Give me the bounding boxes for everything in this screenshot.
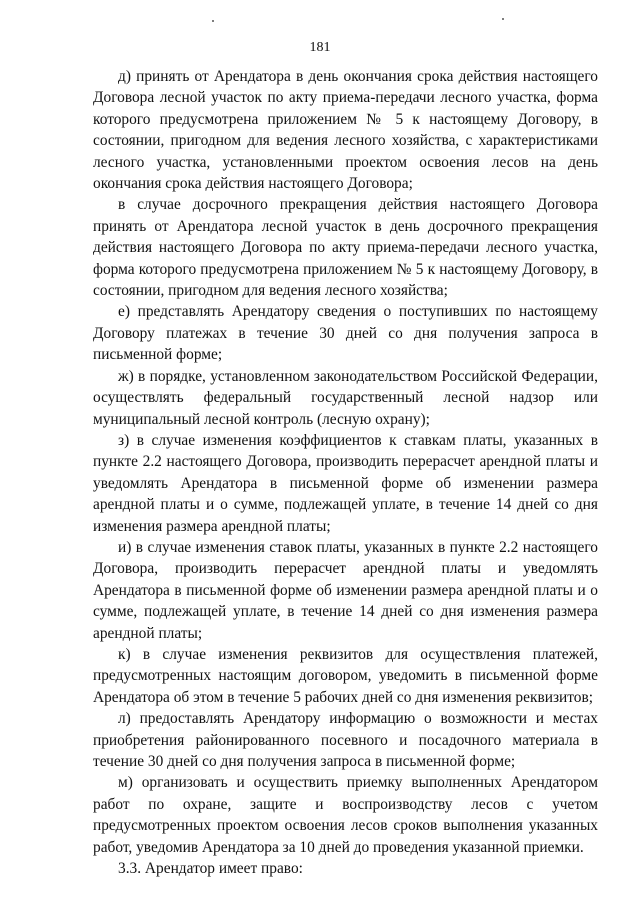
section-heading-3-3: 3.3. Арендатор имеет право: (118, 860, 303, 878)
paragraph-early-termination: в случае досрочного прекращения действия настоящего Договора принять от Арендатора лесной участок в день досрочного прекращения действия настоящего Договора по акту приема-передачи лесного участка, форма которого предусмотрена приложением № 5 к настоящему Договору, в состоянии, пригодном для ведения лесного хозяйства; (93, 196, 598, 300)
paragraph-z: з) в случае изменения коэффициентов к ставкам платы, указанных в пункте 2.2 настоящего Договора, производить перерасчет арендной платы и уведомлять Арендатора в письменной форме об изменении размера арендной платы и о сумме, подлежащей уплате, в течение 14 дней со дня изменения размера арендной платы; (93, 431, 598, 535)
paragraph-zh: ж) в порядке, установленном законодательством Российской Федерации, осуществлять федеральный государственный лесной надзор или муниципальный лесной контроль (лесную охрану); (93, 367, 598, 428)
page-number: 181 (309, 40, 331, 55)
paragraph-i: и) в случае изменения ставок платы, указанных в пункте 2.2 настоящего Договора, производить перерасчет арендной платы и уведомлять Арендатора в письменной форме об изменении размера арендной платы и о сумме, подлежащей уплате, в течение 14 дней со дня изменения размера арендной платы; (93, 538, 598, 642)
paragraph-k: к) в случае изменения реквизитов для осуществления платежей, предусмотренных настоящим договором, уведомить в письменной форме Арендатора об этом в течение 5 рабочих дней со дня изменения реквизитов; (93, 645, 598, 706)
paragraph-d: д) принять от Арендатора в день окончания срока действия настоящего Договора лесной участок по акту приема-передачи лесного участка, форма которого предусмотрена приложением № 5 к настоящему Договору, в состоянии, пригодном для ведения лесного хозяйства, с характеристиками лесного участка, установленными проектом освоения лесов на день окончания срока действия настоящего Договора; (93, 68, 598, 193)
paragraph-m: м) организовать и осуществить приемку выполненных Арендатором работ по охране, защите и воспроизводству лесов с учетом предусмотренных проектом освоения лесов сроков выполнения указанных работ, уведомив Арендатора за 10 дней до проведения указанной приемки. (93, 774, 598, 856)
scan-speck (212, 20, 214, 22)
paragraph-l: л) предоставлять Арендатору информацию о возможности и местах приобретения районированного посевного и посадочного материала в течение 30 дней со дня получения запроса в письменной форме; (93, 710, 598, 770)
document-body (93, 66, 598, 879)
paragraph-e: е) представлять Арендатору сведения о поступивших по настоящему Договору платежах в течение 30 дней со дня получения запроса в письменной форме; (93, 303, 598, 364)
scan-speck (502, 18, 504, 20)
